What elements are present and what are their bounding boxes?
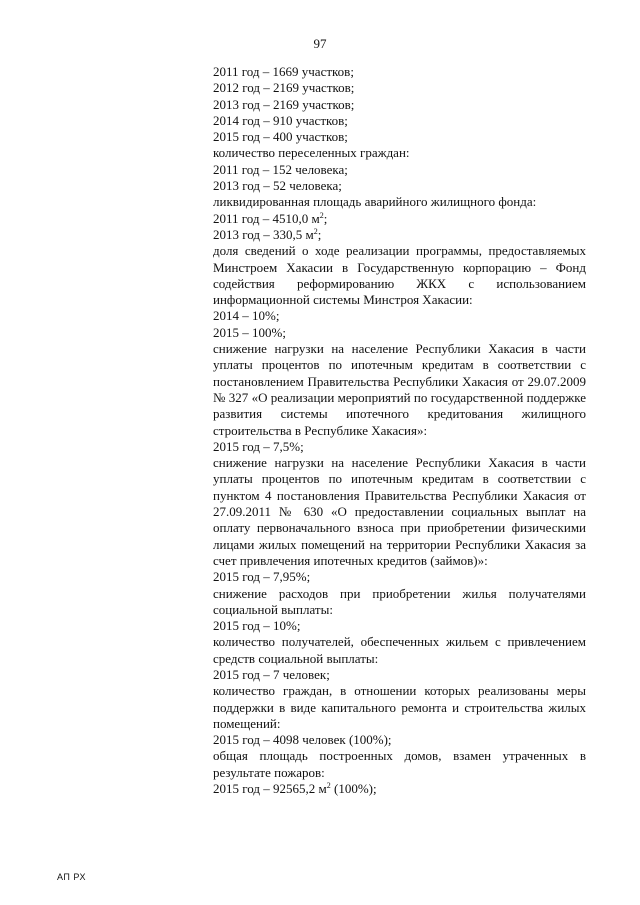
area-2015-sup: 2 xyxy=(326,781,331,791)
area-2013-text: 2013 год – 330,5 м xyxy=(213,226,314,242)
text-line: 2011 год – 152 человека; xyxy=(213,161,348,177)
area-2013-line xyxy=(213,227,586,243)
paragraph-mortgage-1: снижение нагрузки на население Республики Хакасия в части уплаты процентов по ипотечным кредитам в соответствии с постановлением Правительства Республики Хакасия от 29.07.2009 № 327 «О реализации мероприятий по государственной поддержке развития системы ипотечного кредитования жилищного строительства в Республике Хакасия»: xyxy=(213,341,586,438)
area-2013-end: ; xyxy=(317,226,322,242)
area-2015-line xyxy=(213,781,586,797)
text-line: 2012 год – 2169 участков; xyxy=(213,80,355,96)
text-line: 2015 год – 400 участков; xyxy=(213,129,348,145)
area-2011-end: ; xyxy=(323,210,328,226)
paragraph-support: количество граждан, в отношении которых реализованы меры поддержки в виде капитального ремонта и строительства жилых помещений: xyxy=(213,683,586,731)
area-2011-sup: 2 xyxy=(319,210,324,220)
area-2011-line xyxy=(213,211,586,227)
text-line: 2015 год – 10%; xyxy=(213,618,301,634)
text-line: 2014 год – 910 участков; xyxy=(213,112,348,128)
text-line: 2015 год – 7 человек; xyxy=(213,666,330,682)
text-line: ликвидированная площадь аварийного жилищного фонда: xyxy=(213,194,537,210)
paragraph-costs: снижение расходов при приобретении жилья получателями социальной выплаты: xyxy=(213,585,586,617)
text-line: 2015 год – 7,95%; xyxy=(213,569,311,585)
paragraph-recipients: количество получателей, обеспеченных жильем с привлечением средств социальной выплаты: xyxy=(213,634,586,666)
text-line: 2015 год – 4098 человек (100%); xyxy=(213,732,392,748)
area-2015-end: (100%); xyxy=(330,781,377,797)
text-line: 2015 – 100%; xyxy=(213,324,286,340)
text-line: 2015 год – 7,5%; xyxy=(213,438,304,454)
text-line: 2013 год – 2169 участков; xyxy=(213,96,355,112)
document-body xyxy=(213,64,586,797)
text-line: 2013 год – 52 человека; xyxy=(213,178,342,194)
text-line: количество переселенных граждан: xyxy=(213,145,410,161)
paragraph-area: общая площадь построенных домов, взамен утраченных в результате пожаров: xyxy=(213,748,586,780)
paragraph-minstroy: доля сведений о ходе реализации программы, предоставляемых Минстроем Хакасии в Государственную корпорацию – Фонд содействия реформированию ЖКХ с использованием информационной системы Минстроя Хакасии: xyxy=(213,243,586,308)
text-line: 2011 год – 1669 участков; xyxy=(213,64,354,79)
area-2013-sup: 2 xyxy=(313,226,318,236)
text-line: 2014 – 10%; xyxy=(213,308,280,324)
area-2011-text: 2011 год – 4510,0 м xyxy=(213,210,320,226)
paragraph-mortgage-2: снижение нагрузки на население Республики Хакасия в части уплаты процентов по ипотечным кредитам в соответствии с пунктом 4 постановления Правительства Республики Хакасия от 27.09.2011 № 630 «О предоставлении социальных выплат на оплату первоначального взноса при приобретении физическими лицами жилых помещений на территории Республики Хакасия за счет привлечения ипотечных кредитов (займов)»: xyxy=(213,455,586,568)
page-number: 97 xyxy=(313,36,327,51)
area-2015-text: 2015 год – 92565,2 м xyxy=(213,781,327,797)
footer-mark: АП РХ xyxy=(57,872,86,882)
